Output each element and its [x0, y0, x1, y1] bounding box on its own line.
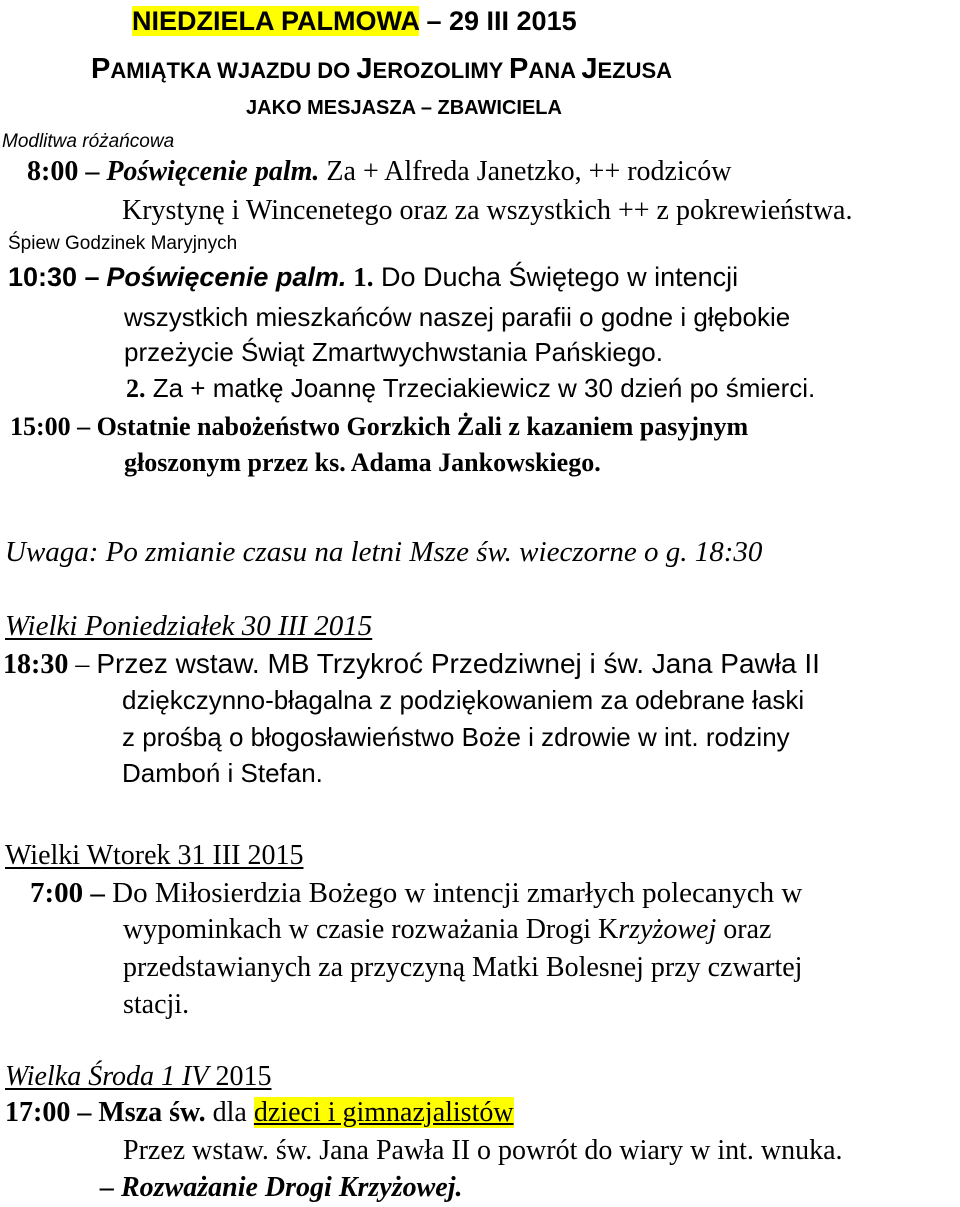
wednesday-heading-main: Wielka Środa 1 IV [5, 1061, 209, 1092]
service-1500: 15:00 – Ostatnie nabożeństwo Gorzkich Żali z kazaniem pasyjnym [10, 412, 749, 441]
mass-time: 10:30 – [8, 262, 100, 292]
target-group: dzieci i gimnazjalistów [253, 1097, 514, 1128]
subtitle-part: AMIĄTKA WJAZDU DO [110, 58, 357, 83]
service-1500-line-2: głoszonym przez ks. Adama Jankowskiego. [124, 448, 601, 477]
title-highlight: NIEDZIELA PALMOWA [132, 6, 419, 36]
mass-800 [27, 158, 731, 186]
hours-song-note: Śpiew Godzinek Maryjnych [8, 233, 238, 254]
monday-heading: Wielki Poniedziałek 30 III 2015 [5, 610, 373, 642]
mass-time: 7:00 – [30, 877, 105, 909]
subtitle-part: J [356, 53, 373, 85]
mass-intention: Do Ducha Świętego w intencji [373, 262, 739, 292]
tuesday-line-2 [123, 916, 771, 944]
title-date: – 29 III 2015 [418, 6, 577, 36]
mass-intention: Przez wstaw. MB Trzykroć Przedziwnej i św. Jana Pawła II [96, 648, 820, 679]
time-change-note: Uwaga: Po zmianie czasu na letni Msze św. wieczorne o g. 18:30 [5, 536, 763, 568]
subtitle-line-1 [91, 55, 672, 84]
tuesday-line-4: stacji. [123, 989, 190, 1020]
text-part: rzyżowej [618, 914, 717, 945]
tuesday-line-3: przedstawianych za przyczyną Matki Bolesnej przy czwartej [123, 952, 803, 983]
mass-1030-line-3: przeżycie Świąt Zmartwychwstania Pańskiego. [124, 337, 663, 367]
subtitle-part: EROZOLIMY [372, 58, 510, 83]
intention-number: 1. [353, 262, 374, 292]
monday-line-2: dziękczynno-błagalna z podziękowaniem za odebrane łaski [122, 685, 805, 715]
mass-time: 17:00 – [5, 1097, 92, 1128]
wednesday-heading [5, 1063, 271, 1091]
subtitle-line-2: JAKO MESJASZA – ZBAWICIELA [246, 97, 562, 119]
text-part: oraz [716, 914, 772, 945]
mass-intention: Za + matkę Joannę Trzeciakiewicz w 30 dzień po śmierci. [145, 373, 816, 403]
subtitle-part: ANA [528, 58, 582, 83]
mass-time: 8:00 – [27, 156, 100, 187]
wednesday-heading-year: 2015 [208, 1061, 272, 1092]
page-title [132, 8, 577, 35]
monday-mass [3, 650, 820, 679]
stations-of-cross: – Rozważanie Drogi Krzyżowej. [100, 1172, 463, 1203]
mass-1030 [8, 264, 738, 291]
wednesday-line-2: Przez wstaw. św. Jana Pawła II o powrót do wiary w int. wnuka. [123, 1135, 843, 1166]
palm-blessing: Poświęcenie palm. [106, 262, 347, 292]
rosary-note: Modlitwa różańcowa [2, 131, 175, 152]
monday-line-4: Damboń i Stefan. [122, 758, 323, 788]
palm-blessing: Poświęcenie palm. [106, 156, 320, 187]
dash: – [75, 649, 90, 680]
mass-800-line-2: Krystynę i Wincenetego oraz za wszystkich ++ z pokrewieństwa. [122, 195, 853, 226]
mass-1030-line-2: wszystkich mieszkańców naszej parafii o godne i głębokie [124, 302, 791, 332]
mass-intention: Do Miłosierdzia Bożego w intencji zmarłych polecanych w [112, 877, 803, 909]
subtitle-part: J [581, 53, 598, 85]
mass-label: Msza św. [98, 1097, 206, 1128]
subtitle-part: EZUSA [597, 58, 673, 83]
for-text: dla [205, 1097, 254, 1128]
text-part: wypominkach w czasie rozważania Drogi K [123, 914, 619, 945]
intention-number: 2. [126, 374, 146, 403]
mass-time: 18:30 [3, 649, 69, 680]
subtitle-part: P [91, 53, 111, 85]
mass-1030-line-4 [126, 375, 815, 402]
tuesday-mass [30, 879, 802, 908]
subtitle-part: P [509, 53, 529, 85]
wednesday-mass [5, 1099, 514, 1127]
tuesday-heading: Wielki Wtorek 31 III 2015 [5, 840, 304, 871]
monday-line-3: z prośbą o błogosławieństwo Boże i zdrowie w int. rodziny [122, 722, 790, 752]
mass-intention: Za + Alfreda Janetzko, ++ rodziców [319, 156, 732, 187]
